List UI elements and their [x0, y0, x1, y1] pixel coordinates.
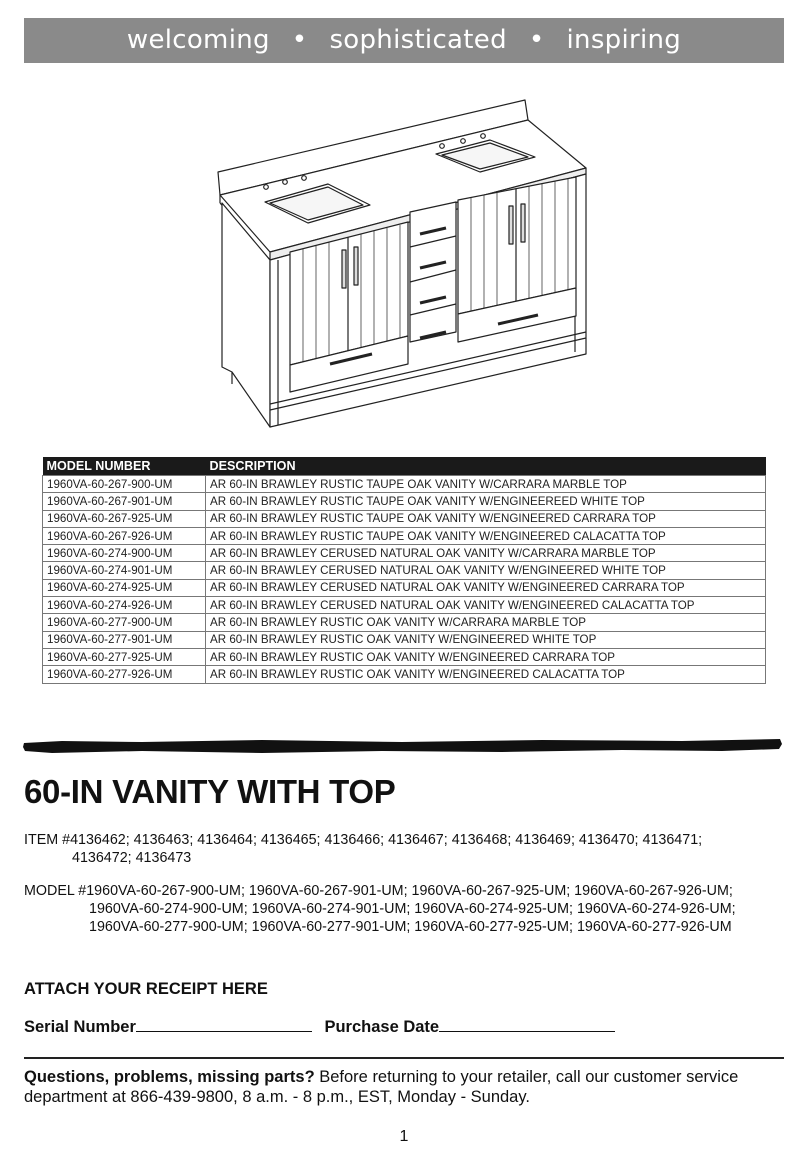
purchase-date-label: Purchase Date — [324, 1018, 440, 1036]
table-row — [43, 562, 766, 579]
serial-number-blank — [136, 1015, 312, 1032]
description-cell: AR 60-IN BRAWLEY RUSTIC OAK VANITY W/ENGINEERED CALACATTA TOP — [206, 666, 766, 683]
column-header-description: DESCRIPTION — [206, 457, 766, 476]
tagline-banner — [24, 18, 784, 63]
attach-receipt-heading: ATTACH YOUR RECEIPT HERE — [24, 980, 268, 998]
page-number: 1 — [399, 1128, 409, 1145]
serial-number-label: Serial Number — [24, 1018, 136, 1036]
brush-stroke-divider — [22, 738, 784, 756]
item-numbers-line-1: ITEM #4136462; 4136463; 4136464; 4136465; 4136466; 4136467; 4136468; 4136469; 4136470; 4136471; — [24, 832, 703, 848]
description-cell: AR 60-IN BRAWLEY RUSTIC OAK VANITY W/ENGINEERED CARRARA TOP — [206, 648, 766, 665]
vanity-illustration — [210, 92, 600, 432]
page-title: 60-IN VANITY WITH TOP — [24, 773, 396, 810]
description-cell: AR 60-IN BRAWLEY RUSTIC TAUPE OAK VANITY W/ENGINEEREED WHITE TOP — [206, 493, 766, 510]
model-number-cell: 1960VA-60-277-901-UM — [43, 631, 206, 648]
table-row — [43, 493, 766, 510]
table-header-row — [43, 457, 766, 476]
tagline-separator: • — [528, 25, 545, 55]
model-number-cell: 1960VA-60-267-925-UM — [43, 510, 206, 527]
model-number-cell: 1960VA-60-277-925-UM — [43, 648, 206, 665]
questions-lead: Questions, problems, missing parts? — [24, 1068, 315, 1086]
table-row — [43, 579, 766, 596]
description-cell: AR 60-IN BRAWLEY CERUSED NATURAL OAK VANITY W/ENGINEERED CARRARA TOP — [206, 579, 766, 596]
table-row — [43, 614, 766, 631]
table-row — [43, 648, 766, 665]
table-row — [43, 476, 766, 493]
model-numbers-line-2: 1960VA-60-274-900-UM; 1960VA-60-274-901-UM; 1960VA-60-274-925-UM; 1960VA-60-274-926-UM; — [89, 901, 736, 917]
table-row — [43, 510, 766, 527]
receipt-fields — [24, 1015, 615, 1037]
description-cell: AR 60-IN BRAWLEY CERUSED NATURAL OAK VANITY W/CARRARA MARBLE TOP — [206, 545, 766, 562]
table-row — [43, 545, 766, 562]
description-cell: AR 60-IN BRAWLEY CERUSED NATURAL OAK VANITY W/ENGINEERED WHITE TOP — [206, 562, 766, 579]
tagline-word-2: sophisticated — [329, 25, 507, 55]
model-number-cell: 1960VA-60-267-900-UM — [43, 476, 206, 493]
model-number-cell: 1960VA-60-274-900-UM — [43, 545, 206, 562]
description-cell: AR 60-IN BRAWLEY RUSTIC OAK VANITY W/ENGINEERED WHITE TOP — [206, 631, 766, 648]
model-number-cell: 1960VA-60-267-926-UM — [43, 527, 206, 544]
tagline-word-3: inspiring — [566, 25, 682, 55]
model-number-cell: 1960VA-60-274-926-UM — [43, 597, 206, 614]
model-number-cell: 1960VA-60-277-926-UM — [43, 666, 206, 683]
model-numbers-line-3: 1960VA-60-277-900-UM; 1960VA-60-277-901-UM; 1960VA-60-277-925-UM; 1960VA-60-277-926-UM — [89, 919, 732, 935]
model-number-cell: 1960VA-60-267-901-UM — [43, 493, 206, 510]
table-row — [43, 631, 766, 648]
table-row — [43, 597, 766, 614]
model-number-cell: 1960VA-60-277-900-UM — [43, 614, 206, 631]
column-header-model: MODEL NUMBER — [43, 457, 206, 476]
table-row — [43, 666, 766, 683]
model-numbers-line-1: MODEL #1960VA-60-267-900-UM; 1960VA-60-267-901-UM; 1960VA-60-267-925-UM; 1960VA-60-267-926-UM; — [24, 883, 733, 899]
purchase-date-blank — [439, 1015, 615, 1032]
model-number-cell: 1960VA-60-274-925-UM — [43, 579, 206, 596]
tagline-separator: • — [291, 25, 308, 55]
item-numbers-line-2: 4136472; 4136473 — [72, 850, 192, 866]
description-cell: AR 60-IN BRAWLEY RUSTIC OAK VANITY W/CARRARA MARBLE TOP — [206, 614, 766, 631]
description-cell: AR 60-IN BRAWLEY CERUSED NATURAL OAK VANITY W/ENGINEERED CALACATTA TOP — [206, 597, 766, 614]
model-table — [42, 457, 766, 684]
description-cell: AR 60-IN BRAWLEY RUSTIC TAUPE OAK VANITY W/ENGINEERED CALACATTA TOP — [206, 527, 766, 544]
tagline-word-1: welcoming — [126, 25, 270, 55]
model-number-cell: 1960VA-60-274-901-UM — [43, 562, 206, 579]
section-divider — [24, 1057, 784, 1059]
description-cell: AR 60-IN BRAWLEY RUSTIC TAUPE OAK VANITY W/ENGINEERED CARRARA TOP — [206, 510, 766, 527]
description-cell: AR 60-IN BRAWLEY RUSTIC TAUPE OAK VANITY W/CARRARA MARBLE TOP — [206, 476, 766, 493]
questions-text: Before returning to your retailer, call our customer service department at 866-439-9800, 8 a.m. - 8 p.m., EST, Monday - Sunday. — [24, 1068, 739, 1106]
customer-service-note — [24, 1067, 794, 1107]
table-row — [43, 527, 766, 544]
